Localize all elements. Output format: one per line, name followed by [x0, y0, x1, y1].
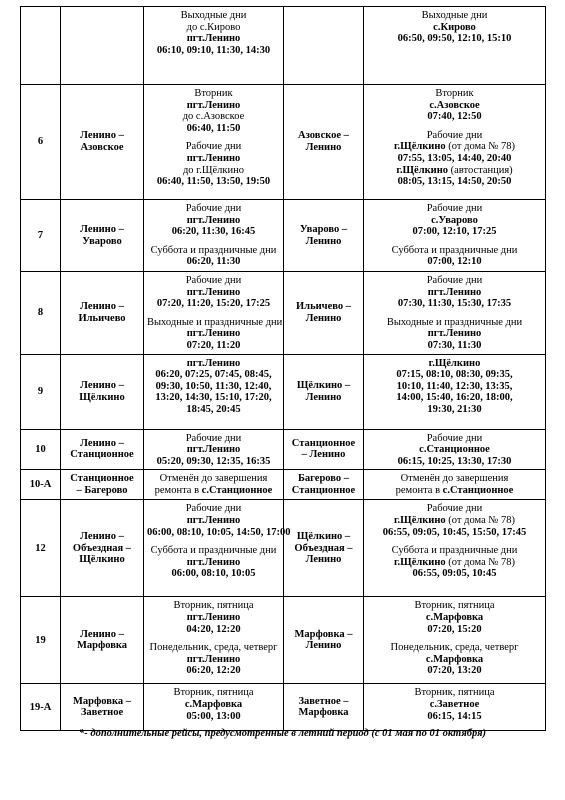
route-name-line: Ленино – [80, 223, 124, 235]
route-number: 9 [21, 354, 61, 429]
route-name-line: Багерово – [297, 473, 350, 485]
route-name-line: Марфовка [76, 640, 128, 652]
schedule-line: Понедельник, среда, четверг [390, 642, 519, 654]
route-name-line: Ильичево [78, 312, 126, 324]
schedule-line: 06:20, 12:20 [186, 665, 241, 677]
schedule-line: 07:30, 11:30 [427, 339, 482, 351]
schedule-text-part: г.Щёлкино [393, 514, 446, 526]
schedule-line: 06:00, 08:10, 10:05, 14:50, 17:00 [147, 526, 291, 538]
schedule-line: 14:00, 15:40, 16:20, 18:00, [396, 392, 513, 404]
departures-return [364, 597, 546, 684]
schedule-line: Рабочие дни [426, 503, 483, 515]
schedule-block [367, 545, 542, 580]
schedule-line: Вторник, пятница [173, 600, 254, 612]
schedule-block [367, 275, 542, 310]
schedule-line: 06:15, 14:15 [427, 710, 482, 722]
route-number: 19-А [21, 684, 61, 731]
departures-outbound [144, 470, 284, 500]
route-name-return [284, 272, 364, 355]
schedule-text-part: г.Щёлкино [393, 556, 446, 568]
schedule-line: 07:20, 13:20 [427, 665, 482, 677]
schedule-line: 10:10, 11:40, 12:30, 13:35, [396, 380, 513, 392]
schedule-block [147, 245, 280, 268]
schedule-text-part: с.Станционное [201, 484, 273, 496]
schedule-line: с.Уварово [431, 214, 478, 226]
footnote: *- дополнительные рейсы, предусмотренные в летний период (с 01 мая по 01 октября) [79, 728, 486, 739]
schedule-block [147, 433, 280, 468]
route-name-line: Станционное [291, 437, 356, 449]
schedule-line: 13:20, 14:30, 15:10, 17:20, [155, 392, 272, 404]
schedule-line: пгт.Ленино [186, 653, 241, 665]
route-row [21, 470, 546, 500]
departures-return [364, 272, 546, 355]
schedule-block [147, 358, 280, 416]
schedule-text-part: (от дома № 78) [445, 556, 516, 568]
schedule-block [147, 545, 280, 580]
route-name-return [284, 354, 364, 429]
schedule-line: 09:30, 10:50, 11:30, 12:40, [155, 380, 272, 392]
schedule-line: Рабочие дни [185, 203, 242, 214]
route-row [21, 500, 546, 597]
schedule-line: 06:55, 09:05, 10:45 [412, 568, 497, 580]
route-name-line: Ленино – [80, 379, 124, 391]
schedule-line: 07:55, 13:05, 14:40, 20:40 [397, 152, 512, 164]
schedule-line: с.Азовское [429, 99, 480, 111]
route-number: 12 [21, 500, 61, 597]
route-name-line: Станционное [291, 484, 356, 496]
route-name-line: Ленино – [80, 628, 124, 640]
schedule-line: Рабочие дни [185, 141, 242, 153]
schedule-line: 07:20, 11:20 [186, 339, 241, 351]
route-name-line: Ильичево – [296, 301, 351, 313]
schedule-line: Отменён до завершения [400, 473, 509, 485]
route-row [21, 354, 546, 429]
schedule-line: с.Марфовка [425, 611, 484, 623]
schedule-body [21, 7, 546, 731]
route-name-line: Заветное – [298, 695, 349, 707]
route-name [61, 7, 144, 85]
route-name-line: Станционное [70, 449, 134, 461]
schedule-line: 06:55, 09:05, 10:45, 15:50, 17:45 [382, 526, 527, 538]
route-row [21, 684, 546, 731]
schedule-line: 06:40, 11:50, 13:50, 19:50 [156, 176, 271, 188]
route-name-line: Объездная – [72, 542, 132, 554]
schedule-line: Вторник [435, 88, 474, 99]
schedule-block [367, 687, 542, 722]
route-name-line: Ленино [305, 391, 342, 403]
schedule-line: 07:00, 12:10, 17:25 [412, 226, 497, 238]
route-name [61, 200, 144, 272]
schedule-line: Суббота и праздничные дни [150, 545, 277, 557]
route-name-line: Ленино [305, 312, 342, 324]
route-number: 10 [21, 429, 61, 470]
departures-return [364, 200, 546, 272]
route-name-return [284, 429, 364, 470]
schedule-block [367, 503, 542, 538]
departures-outbound [144, 85, 284, 200]
schedule-line: 06:50, 09:50, 12:10, 15:10 [397, 33, 512, 45]
departures-return [364, 429, 546, 470]
schedule-block [367, 203, 542, 238]
route-name-return [284, 200, 364, 272]
schedule-block [367, 317, 542, 352]
schedule-line: Рабочие дни [426, 129, 483, 141]
schedule-block [147, 141, 280, 187]
route-name-line: Ленино [305, 142, 342, 153]
departures-outbound [144, 684, 284, 731]
schedule-line: 05:00, 13:00 [186, 710, 241, 722]
schedule-line: пгт.Ленино [186, 99, 241, 111]
route-row [21, 200, 546, 272]
route-name-line: Марфовка [298, 707, 349, 719]
route-name-line: Ленино [305, 235, 342, 247]
schedule-line: Суббота и праздничные дни [150, 244, 277, 256]
route-name [61, 684, 144, 731]
schedule-line: пгт.Ленино [186, 611, 241, 623]
schedule-block [147, 316, 283, 352]
schedule-line: Понедельник, среда, четверг [149, 642, 278, 654]
route-name-line: Щёлкино – [296, 379, 351, 391]
route-name-line: – Багерово [76, 484, 128, 496]
route-number: 19 [21, 597, 61, 684]
route-number [21, 7, 61, 85]
schedule-line: 06:10, 09:10, 11:30, 14:30 [156, 44, 271, 56]
schedule-line: 07:20, 15:20 [427, 623, 482, 635]
schedule-block [147, 10, 280, 56]
schedule-block [147, 600, 280, 635]
schedule-text-part: с.Станционное [442, 484, 514, 496]
schedule-line: Рабочие дни [185, 503, 242, 515]
schedule-line: г.Щёлкино [428, 357, 481, 369]
schedule-line: пгт.Ленино [186, 357, 241, 369]
route-name-line: Щёлкино – [296, 530, 351, 542]
schedule-line: Выходные дни [180, 10, 247, 21]
schedule-line: Рабочие дни [185, 275, 242, 286]
schedule-block [147, 642, 280, 677]
schedule-line [147, 485, 280, 497]
route-name-return [284, 684, 364, 731]
route-row [21, 7, 546, 85]
schedule-text-part: (от дома № 78) [445, 141, 516, 153]
route-row [21, 85, 546, 200]
route-name-line: Марфовка – [294, 628, 353, 640]
schedule-line: Суббота и праздничные дни [391, 545, 518, 557]
schedule-line: пгт.Ленино [186, 444, 241, 456]
schedule-line: Рабочие дни [185, 432, 242, 444]
schedule-line: Рабочие дни [426, 432, 483, 444]
schedule-block [367, 358, 542, 416]
schedule-line: 06:15, 10:25, 13:30, 17:30 [397, 455, 512, 467]
route-number: 10-А [21, 470, 61, 500]
route-name [61, 470, 144, 500]
route-name [61, 500, 144, 597]
route-name-line: Ленино – [80, 530, 124, 542]
departures-return [364, 354, 546, 429]
schedule-line: 06:20, 07:25, 07:45, 08:45, [155, 369, 272, 381]
route-name [61, 272, 144, 355]
route-number: 7 [21, 200, 61, 272]
route-name-line: Заветное [80, 707, 124, 719]
schedule-line [367, 557, 542, 569]
route-name [61, 354, 144, 429]
schedule-line: пгт.Ленино [186, 328, 241, 340]
route-name [61, 429, 144, 470]
schedule-line: 18:45, 20:45 [186, 403, 241, 415]
route-number: 6 [21, 85, 61, 200]
route-name-return [284, 7, 364, 85]
departures-outbound [144, 500, 291, 597]
schedule-line: 06:00, 08:10, 10:05 [171, 568, 256, 580]
schedule-line: пгт.Ленино [186, 514, 241, 526]
schedule-line: 04:20, 12:20 [186, 623, 241, 635]
schedule-line: пгт.Ленино [186, 286, 241, 298]
schedule-block [147, 275, 280, 310]
route-name-return [284, 85, 364, 200]
schedule-block [367, 473, 542, 496]
departures-outbound [144, 354, 284, 429]
schedule-line: с.Марфовка [184, 698, 243, 710]
route-number: 8 [21, 272, 61, 355]
schedule-line: пгт.Ленино [186, 556, 241, 568]
schedule-line: до с.Кирово [186, 21, 241, 33]
schedule-line: 06:40, 11:50 [186, 122, 241, 134]
route-name-line: Уварово [82, 235, 122, 247]
schedule-block [147, 203, 280, 238]
schedule-line: Вторник, пятница [414, 600, 495, 612]
schedule-block [367, 642, 542, 677]
schedule-block [367, 10, 542, 45]
schedule-line: Отменён до завершения [159, 473, 268, 485]
schedule-line: 19:30, 21:30 [427, 403, 482, 415]
schedule-text-part: (от дома № 78) [445, 514, 516, 526]
route-name-line: Азовское [80, 142, 124, 153]
departures-outbound [144, 7, 284, 85]
schedule-text-part: ремонта в [154, 484, 202, 496]
route-name-line: Щёлкино [79, 391, 125, 403]
schedule-line [367, 141, 542, 153]
route-name-line: Азовское – [298, 130, 349, 142]
departures-outbound [144, 429, 284, 470]
schedule-block [147, 88, 280, 134]
schedule-line: Рабочие дни [426, 203, 483, 214]
departures-outbound [144, 272, 284, 355]
route-name [61, 85, 144, 200]
schedule-text-part: г.Щёлкино [396, 164, 449, 176]
route-name-return [284, 597, 364, 684]
departures-return [364, 500, 546, 597]
schedule-line: 06:20, 11:30 [186, 256, 241, 268]
departures-return [364, 470, 546, 500]
schedule-line: Вторник, пятница [173, 687, 254, 699]
route-name-line: – Ленино [301, 449, 346, 461]
schedule-line: Вторник, пятница [414, 687, 495, 699]
schedule-line: пгт.Ленино [186, 152, 241, 164]
departures-return [364, 684, 546, 731]
schedule-line: пгт.Ленино [427, 286, 482, 298]
schedule-line: с.Заветное [429, 698, 480, 710]
departures-return [364, 7, 546, 85]
schedule-text-part: ремонта в [395, 484, 443, 496]
route-row [21, 272, 546, 355]
schedule-block [367, 130, 542, 188]
route-name-line: Уварово – [299, 223, 348, 235]
schedule-line: 07:30, 11:30, 15:30, 17:35 [397, 298, 512, 310]
route-name-line: Ленино [305, 554, 342, 566]
route-name-return [284, 500, 364, 597]
schedule-table [20, 6, 546, 731]
schedule-block [367, 600, 542, 635]
schedule-line: 07:00, 12:10 [427, 256, 482, 268]
schedule-line: 05:20, 09:30, 12:35, 16:35 [156, 455, 271, 467]
schedule-line: с.Кирово [433, 21, 476, 33]
schedule-line: 08:05, 13:15, 14:50, 20:50 [397, 176, 512, 188]
schedule-line: до с.Азовское [182, 111, 245, 123]
route-name-line: Объездная – [294, 542, 353, 554]
route-name-line: Ленино [305, 640, 342, 652]
departures-outbound [144, 200, 284, 272]
route-name-return [284, 470, 364, 500]
schedule-block [367, 245, 542, 268]
schedule-line: Выходные и праздничные дни [147, 316, 283, 328]
schedule-block [147, 473, 280, 496]
schedule-line: с.Станционное [419, 444, 490, 456]
schedule-line: пгт.Ленино [186, 33, 241, 45]
route-name-line: Ленино – [80, 301, 124, 313]
schedule-line [367, 165, 542, 177]
schedule-line: Вторник [194, 88, 233, 99]
schedule-text-part: г.Щёлкино [393, 141, 446, 153]
schedule-line: Рабочие дни [426, 275, 483, 286]
schedule-block [147, 687, 280, 722]
route-name [61, 597, 144, 684]
schedule-text-part: (автостанция) [448, 164, 513, 176]
schedule-line: Выходные дни [421, 10, 488, 21]
schedule-block [147, 503, 291, 538]
route-row [21, 429, 546, 470]
schedule-line: пгт.Ленино [186, 214, 241, 226]
route-row [21, 597, 546, 684]
schedule-line [367, 515, 542, 527]
schedule-line [367, 485, 542, 497]
schedule-block [367, 433, 542, 468]
route-name-line: Станционное [70, 473, 134, 485]
schedule-block [367, 88, 542, 123]
schedule-line: 07:15, 08:10, 08:30, 09:35, [396, 369, 513, 381]
departures-return [364, 85, 546, 200]
schedule-line: 07:40, 12:50 [427, 111, 482, 123]
schedule-line: Выходные и праздничные дни [386, 316, 523, 328]
schedule-line: пгт.Ленино [427, 328, 482, 340]
schedule-line: до г.Щёлкино [182, 164, 245, 176]
schedule-line: Суббота и праздничные дни [391, 244, 518, 256]
departures-outbound [144, 597, 284, 684]
route-name-line: Ленино – [80, 437, 124, 449]
schedule-line: с.Марфовка [425, 653, 484, 665]
route-name-line: Марфовка – [73, 695, 131, 707]
schedule-line: 06:20, 11:30, 16:45 [171, 226, 256, 238]
route-name-line: Ленино – [80, 130, 124, 142]
schedule-line: 07:20, 11:20, 15:20, 17:25 [156, 298, 271, 310]
route-name-line: Щёлкино [79, 554, 125, 566]
